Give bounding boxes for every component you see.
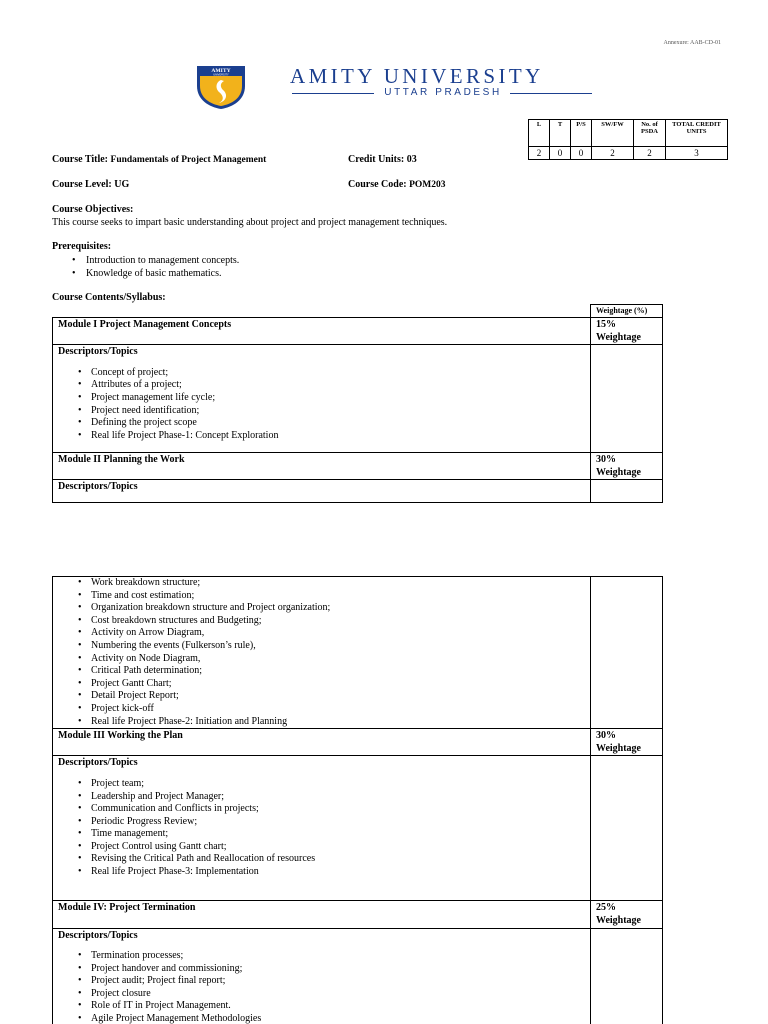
list-item: • Agile Project Management Methodologies xyxy=(58,1013,585,1024)
weight-cell-empty xyxy=(591,756,663,901)
list-item: • Time and cost estimation; xyxy=(58,590,585,603)
list-item: • Cost breakdown structures and Budgeting; xyxy=(58,615,585,628)
prerequisites-list xyxy=(67,255,239,280)
list-item: • Termination processes; xyxy=(58,950,585,963)
location-text: UTTAR PRADESH xyxy=(384,87,502,98)
weight-word: Weightage xyxy=(596,914,641,926)
topics-list xyxy=(58,367,585,443)
module-1-weight xyxy=(591,318,663,345)
list-item: • Leadership and Project Manager; xyxy=(58,791,585,804)
weight-word: Weightage xyxy=(596,331,641,343)
credit-header-t: T xyxy=(550,120,571,147)
credit-units-table xyxy=(528,119,728,160)
weight-cell-empty xyxy=(591,928,663,1024)
credit-value-swfw: 2 xyxy=(592,147,634,160)
annexure-code: Annexure: AAB-CD-01 xyxy=(663,40,721,46)
table-row xyxy=(53,928,663,1024)
course-title-value: Fundamentals of Project Management xyxy=(110,155,267,165)
list-item: • Activity on Node Diagram, xyxy=(58,653,585,666)
credit-header-swfw: SW/FW xyxy=(592,120,634,147)
list-item: • Critical Path determination; xyxy=(58,665,585,678)
table-row xyxy=(53,901,663,928)
credit-header-ps: P/S xyxy=(571,120,592,147)
list-item: • Project management life cycle; xyxy=(58,392,585,405)
divider xyxy=(510,93,592,94)
list-item: • Organization breakdown structure and Project organization; xyxy=(58,602,585,615)
descriptors-label: Descriptors/Topics xyxy=(58,481,138,493)
svg-text:UNIVERSITY: UNIVERSITY xyxy=(213,73,229,77)
topics-list xyxy=(58,950,585,1024)
topics-list xyxy=(58,778,585,879)
syllabus-table-page1 xyxy=(52,317,663,503)
course-level-label: Course Level: xyxy=(52,179,112,190)
course-code-label: Course Code: xyxy=(348,179,407,190)
course-code-value: POM203 xyxy=(409,180,446,190)
list-item: • Concept of project; xyxy=(58,367,585,380)
list-item: • Project team; xyxy=(58,778,585,791)
descriptors-label: Descriptors/Topics xyxy=(58,757,138,769)
list-item: • Defining the project scope xyxy=(58,417,585,430)
list-item: • Project closure xyxy=(58,988,585,1001)
credit-header-row xyxy=(529,120,728,147)
list-item: • Real life Project Phase-2: Initiation and Planning xyxy=(58,716,585,729)
list-item: • Periodic Progress Review; xyxy=(58,816,585,829)
credit-header-psda: No. of PSDA xyxy=(634,120,666,147)
table-row xyxy=(53,756,663,901)
weight-value: 25% xyxy=(596,902,616,914)
module-2-title xyxy=(53,453,591,480)
amity-logo-icon xyxy=(195,64,247,110)
credit-value-l: 2 xyxy=(529,147,550,160)
module-4-weight xyxy=(591,901,663,928)
list-item: • Project handover and commissioning; xyxy=(58,963,585,976)
list-item: • Activity on Arrow Diagram, xyxy=(58,627,585,640)
list-item: • Role of IT in Project Management. xyxy=(58,1000,585,1013)
list-item: • Real life Project Phase-3: Implementation xyxy=(58,866,585,879)
course-code xyxy=(348,179,446,192)
descriptors-label: Descriptors/Topics xyxy=(58,346,138,358)
weight-cell-empty xyxy=(591,345,663,453)
weight-value: 15% xyxy=(596,319,616,330)
credit-values-row xyxy=(529,147,728,160)
credit-value-total: 3 xyxy=(666,147,728,160)
credit-header-total: TOTAL CREDIT UNITS xyxy=(666,120,728,147)
table-row xyxy=(53,345,663,453)
table-row xyxy=(53,577,663,729)
university-location xyxy=(292,87,592,100)
module-title: Module I Project Management Concepts xyxy=(58,319,232,330)
course-title xyxy=(52,154,266,167)
list-item: • Revising the Critical Path and Reallocation of resources xyxy=(58,853,585,866)
module-3-weight xyxy=(591,729,663,756)
weight-word: Weightage xyxy=(596,742,641,754)
module-1-title xyxy=(53,318,591,345)
module-2-descriptors xyxy=(53,480,591,503)
topics-list xyxy=(58,577,585,728)
svg-text:AMITY: AMITY xyxy=(211,68,231,74)
module-4-topics xyxy=(53,928,591,1024)
prerequisites-heading: Prerequisites: xyxy=(52,241,112,252)
university-name: AMITY UNIVERSITY xyxy=(290,64,544,88)
weight-cell-empty xyxy=(591,480,663,503)
divider xyxy=(292,93,374,94)
list-item: • Detail Project Report; xyxy=(58,690,585,703)
list-item: • Real life Project Phase-1: Concept Exploration xyxy=(58,430,585,443)
module-2-topics xyxy=(53,577,591,729)
module-2-weight xyxy=(591,453,663,480)
list-item: • Project audit; Project final report; xyxy=(58,975,585,988)
list-item: • Work breakdown structure; xyxy=(58,577,585,590)
credit-units xyxy=(348,154,417,167)
course-title-label: Course Title: xyxy=(52,154,109,165)
list-item: • Project Gantt Chart; xyxy=(58,678,585,691)
objectives-text: This course seeks to impart basic understanding about project and project management techniques. xyxy=(52,217,448,228)
table-row xyxy=(53,453,663,480)
syllabus-heading: Course Contents/Syllabus: xyxy=(52,292,166,303)
weightage-header: Weightage (%) xyxy=(590,304,663,317)
course-level-value: UG xyxy=(114,179,130,190)
module-1-topics xyxy=(53,345,591,453)
list-item: • Attributes of a project; xyxy=(58,379,585,392)
credit-value-t: 0 xyxy=(550,147,571,160)
credit-value-ps: 0 xyxy=(571,147,592,160)
list-item: • Project Control using Gantt chart; xyxy=(58,841,585,854)
descriptors-label: Descriptors/Topics xyxy=(58,929,138,941)
list-item: • Communication and Conflicts in projects; xyxy=(58,803,585,816)
list-item: • Knowledge of basic mathematics. xyxy=(67,268,239,281)
weight-value: 30% xyxy=(596,730,616,742)
weight-cell-empty xyxy=(591,577,663,729)
list-item: • Numbering the events (Fulkerson’s rule), xyxy=(58,640,585,653)
module-3-title xyxy=(53,729,591,756)
weight-value: 30% xyxy=(596,454,616,466)
list-item: • Project need identification; xyxy=(58,405,585,418)
list-item: • Project kick-off xyxy=(58,703,585,716)
module-title: Module II Planning the Work xyxy=(58,454,185,466)
credit-units-label: Credit Units: xyxy=(348,154,405,165)
credit-value-psda: 2 xyxy=(634,147,666,160)
weight-word: Weightage xyxy=(596,466,641,478)
list-item: • Introduction to management concepts. xyxy=(67,255,239,268)
syllabus-table-page2 xyxy=(52,576,663,1024)
module-3-topics xyxy=(53,756,591,901)
credit-header-l: L xyxy=(529,120,550,147)
module-4-title xyxy=(53,901,591,928)
module-title: Module IV: Project Termination xyxy=(58,902,196,914)
table-row xyxy=(53,729,663,756)
list-item: • Time management; xyxy=(58,828,585,841)
objectives-heading: Course Objectives: xyxy=(52,204,134,215)
module-title: Module III Working the Plan xyxy=(58,730,183,742)
table-row xyxy=(53,318,663,345)
course-level xyxy=(52,179,129,192)
credit-units-value: 03 xyxy=(406,154,417,165)
table-row xyxy=(53,480,663,503)
